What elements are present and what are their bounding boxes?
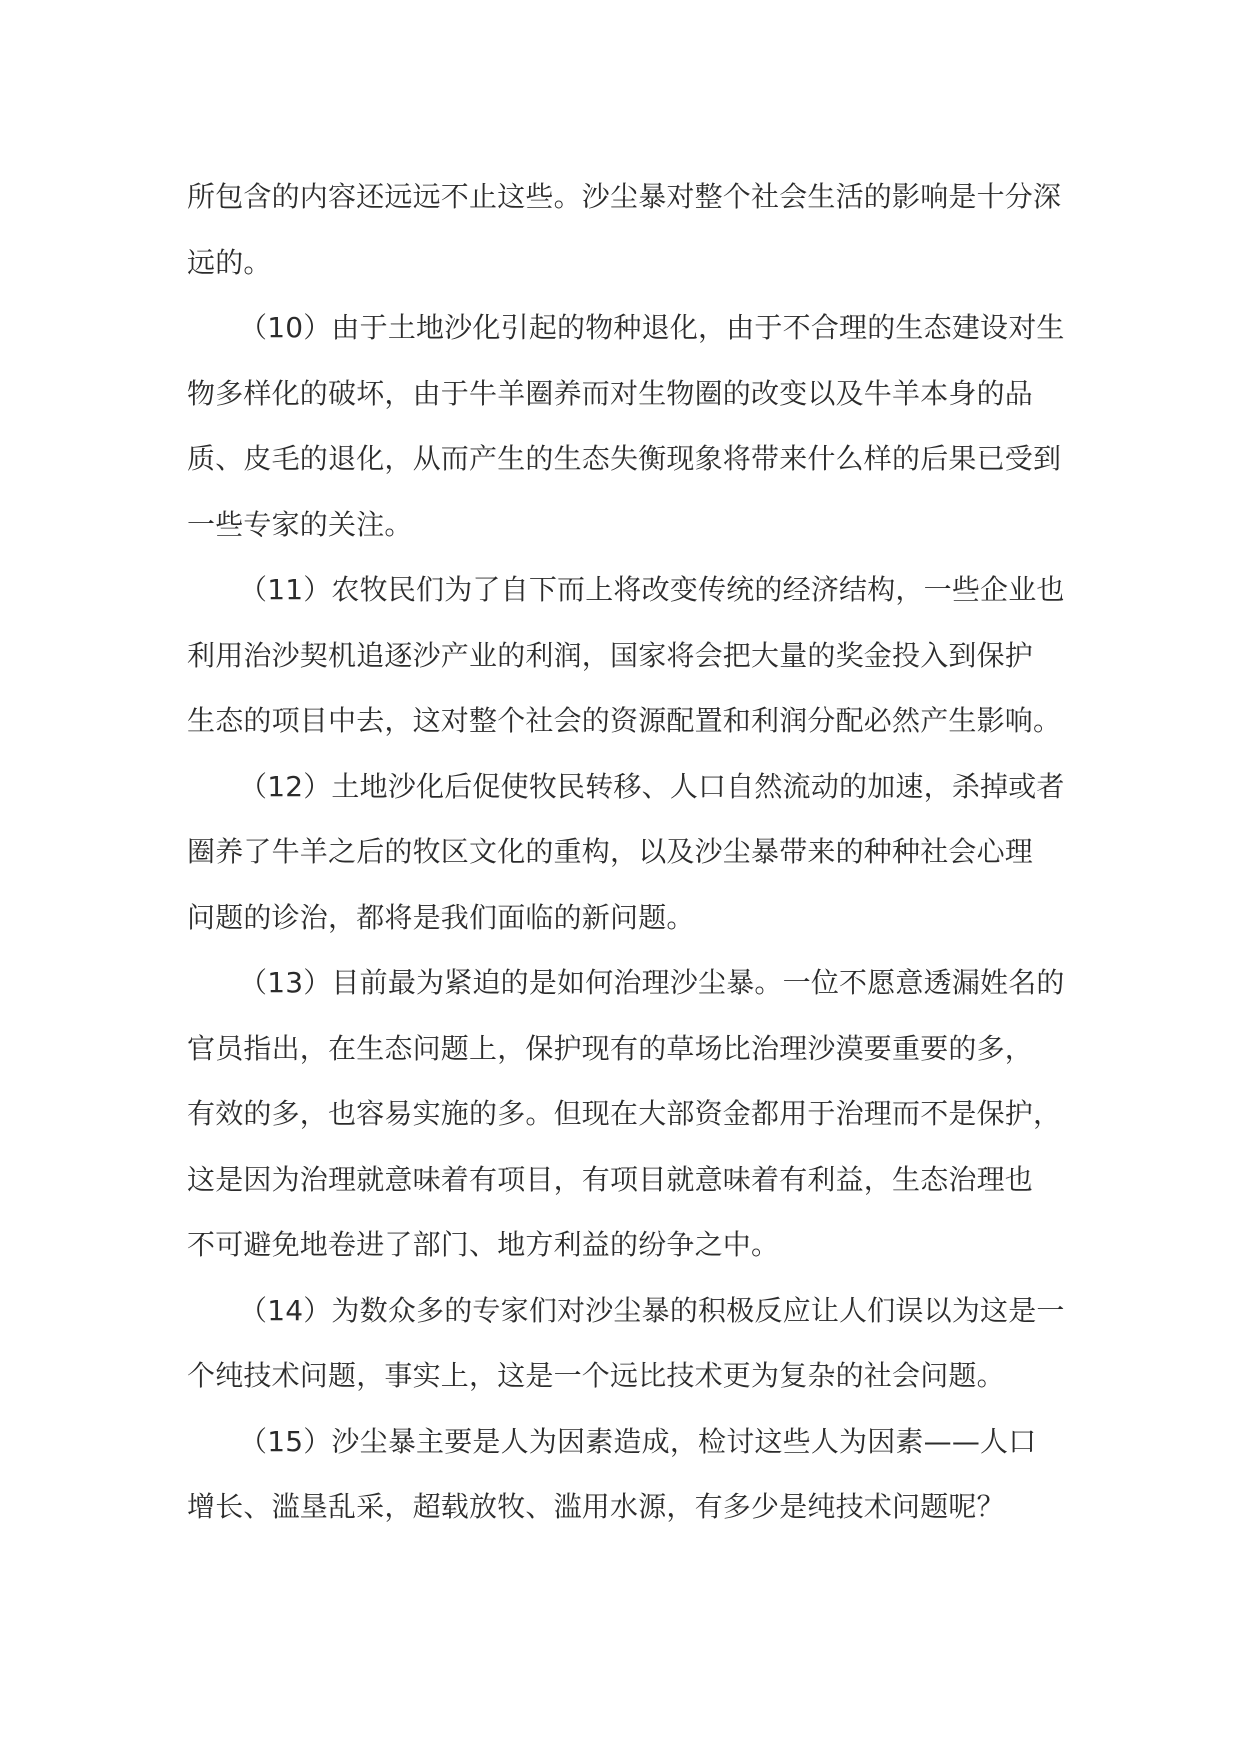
text-line: （10）由于土地沙化引起的物种退化，由于不合理的生态建设对生 bbox=[239, 311, 1065, 344]
text-line: 官员指出，在生态问题上，保护现有的草场比治理沙漠要重要的多， bbox=[187, 1031, 1034, 1065]
text-line: 物多样化的破坏，由于牛羊圈养而对生物圈的改变以及牛羊本身的品 bbox=[187, 376, 1034, 410]
text-line: 这是因为治理就意味着有项目，有项目就意味着有利益，生态治理也 bbox=[187, 1162, 1034, 1196]
text-line: （11）农牧民们为了自下而上将改变传统的经济结构，一些企业也 bbox=[239, 573, 1065, 606]
text-line: 所包含的内容还远远不止这些。沙尘暴对整个社会生活的影响是十分深 bbox=[187, 180, 1062, 213]
paragraph-continuation bbox=[187, 164, 1067, 295]
text-line: （15）沙尘暴主要是人为因素造成，检讨这些人为因素——人口 bbox=[239, 1424, 1037, 1458]
paragraph-10 bbox=[187, 295, 1067, 557]
text-line: 圈养了牛羊之后的牧区文化的重构，以及沙尘暴带来的种种社会心理 bbox=[187, 835, 1034, 868]
body-text bbox=[187, 164, 1067, 1540]
paragraph-13 bbox=[187, 950, 1067, 1278]
text-line: 利用治沙契机追逐沙产业的利润，国家将会把大量的奖金投入到保护 bbox=[187, 638, 1034, 672]
text-line: 不可避免地卷进了部门、地方利益的纷争之中。 bbox=[187, 1228, 780, 1261]
text-line: （14）为数众多的专家们对沙尘暴的积极反应让人们误以为这是一 bbox=[239, 1293, 1065, 1327]
text-line: 个纯技术问题，事实上，这是一个远比技术更为复杂的社会问题。 bbox=[187, 1359, 1005, 1392]
text-line: （13）目前最为紧迫的是如何治理沙尘暴。一位不愿意透漏姓名的 bbox=[239, 966, 1065, 999]
text-line: 一些专家的关注。 bbox=[187, 507, 413, 541]
text-line: 增长、滥垦乱采，超载放牧、滥用水源，有多少是纯技术问题呢？ bbox=[187, 1490, 1005, 1523]
text-line: 生态的项目中去，这对整个社会的资源配置和利润分配必然产生影响。 bbox=[187, 704, 1062, 737]
text-line: 远的。 bbox=[187, 245, 272, 279]
paragraph-15 bbox=[187, 1409, 1067, 1540]
text-line: 问题的诊治，都将是我们面临的新问题。 bbox=[187, 900, 695, 934]
paragraph-12 bbox=[187, 754, 1067, 951]
paragraph-14 bbox=[187, 1278, 1067, 1409]
text-line: 有效的多，也容易实施的多。但现在大部资金都用于治理而不是保护， bbox=[187, 1097, 1062, 1130]
text-line: （12）土地沙化后促使牧民转移、人口自然流动的加速，杀掉或者 bbox=[239, 769, 1065, 803]
paragraph-11 bbox=[187, 557, 1067, 754]
text-line: 质、皮毛的退化，从而产生的生态失衡现象将带来什么样的后果已受到 bbox=[187, 442, 1062, 475]
